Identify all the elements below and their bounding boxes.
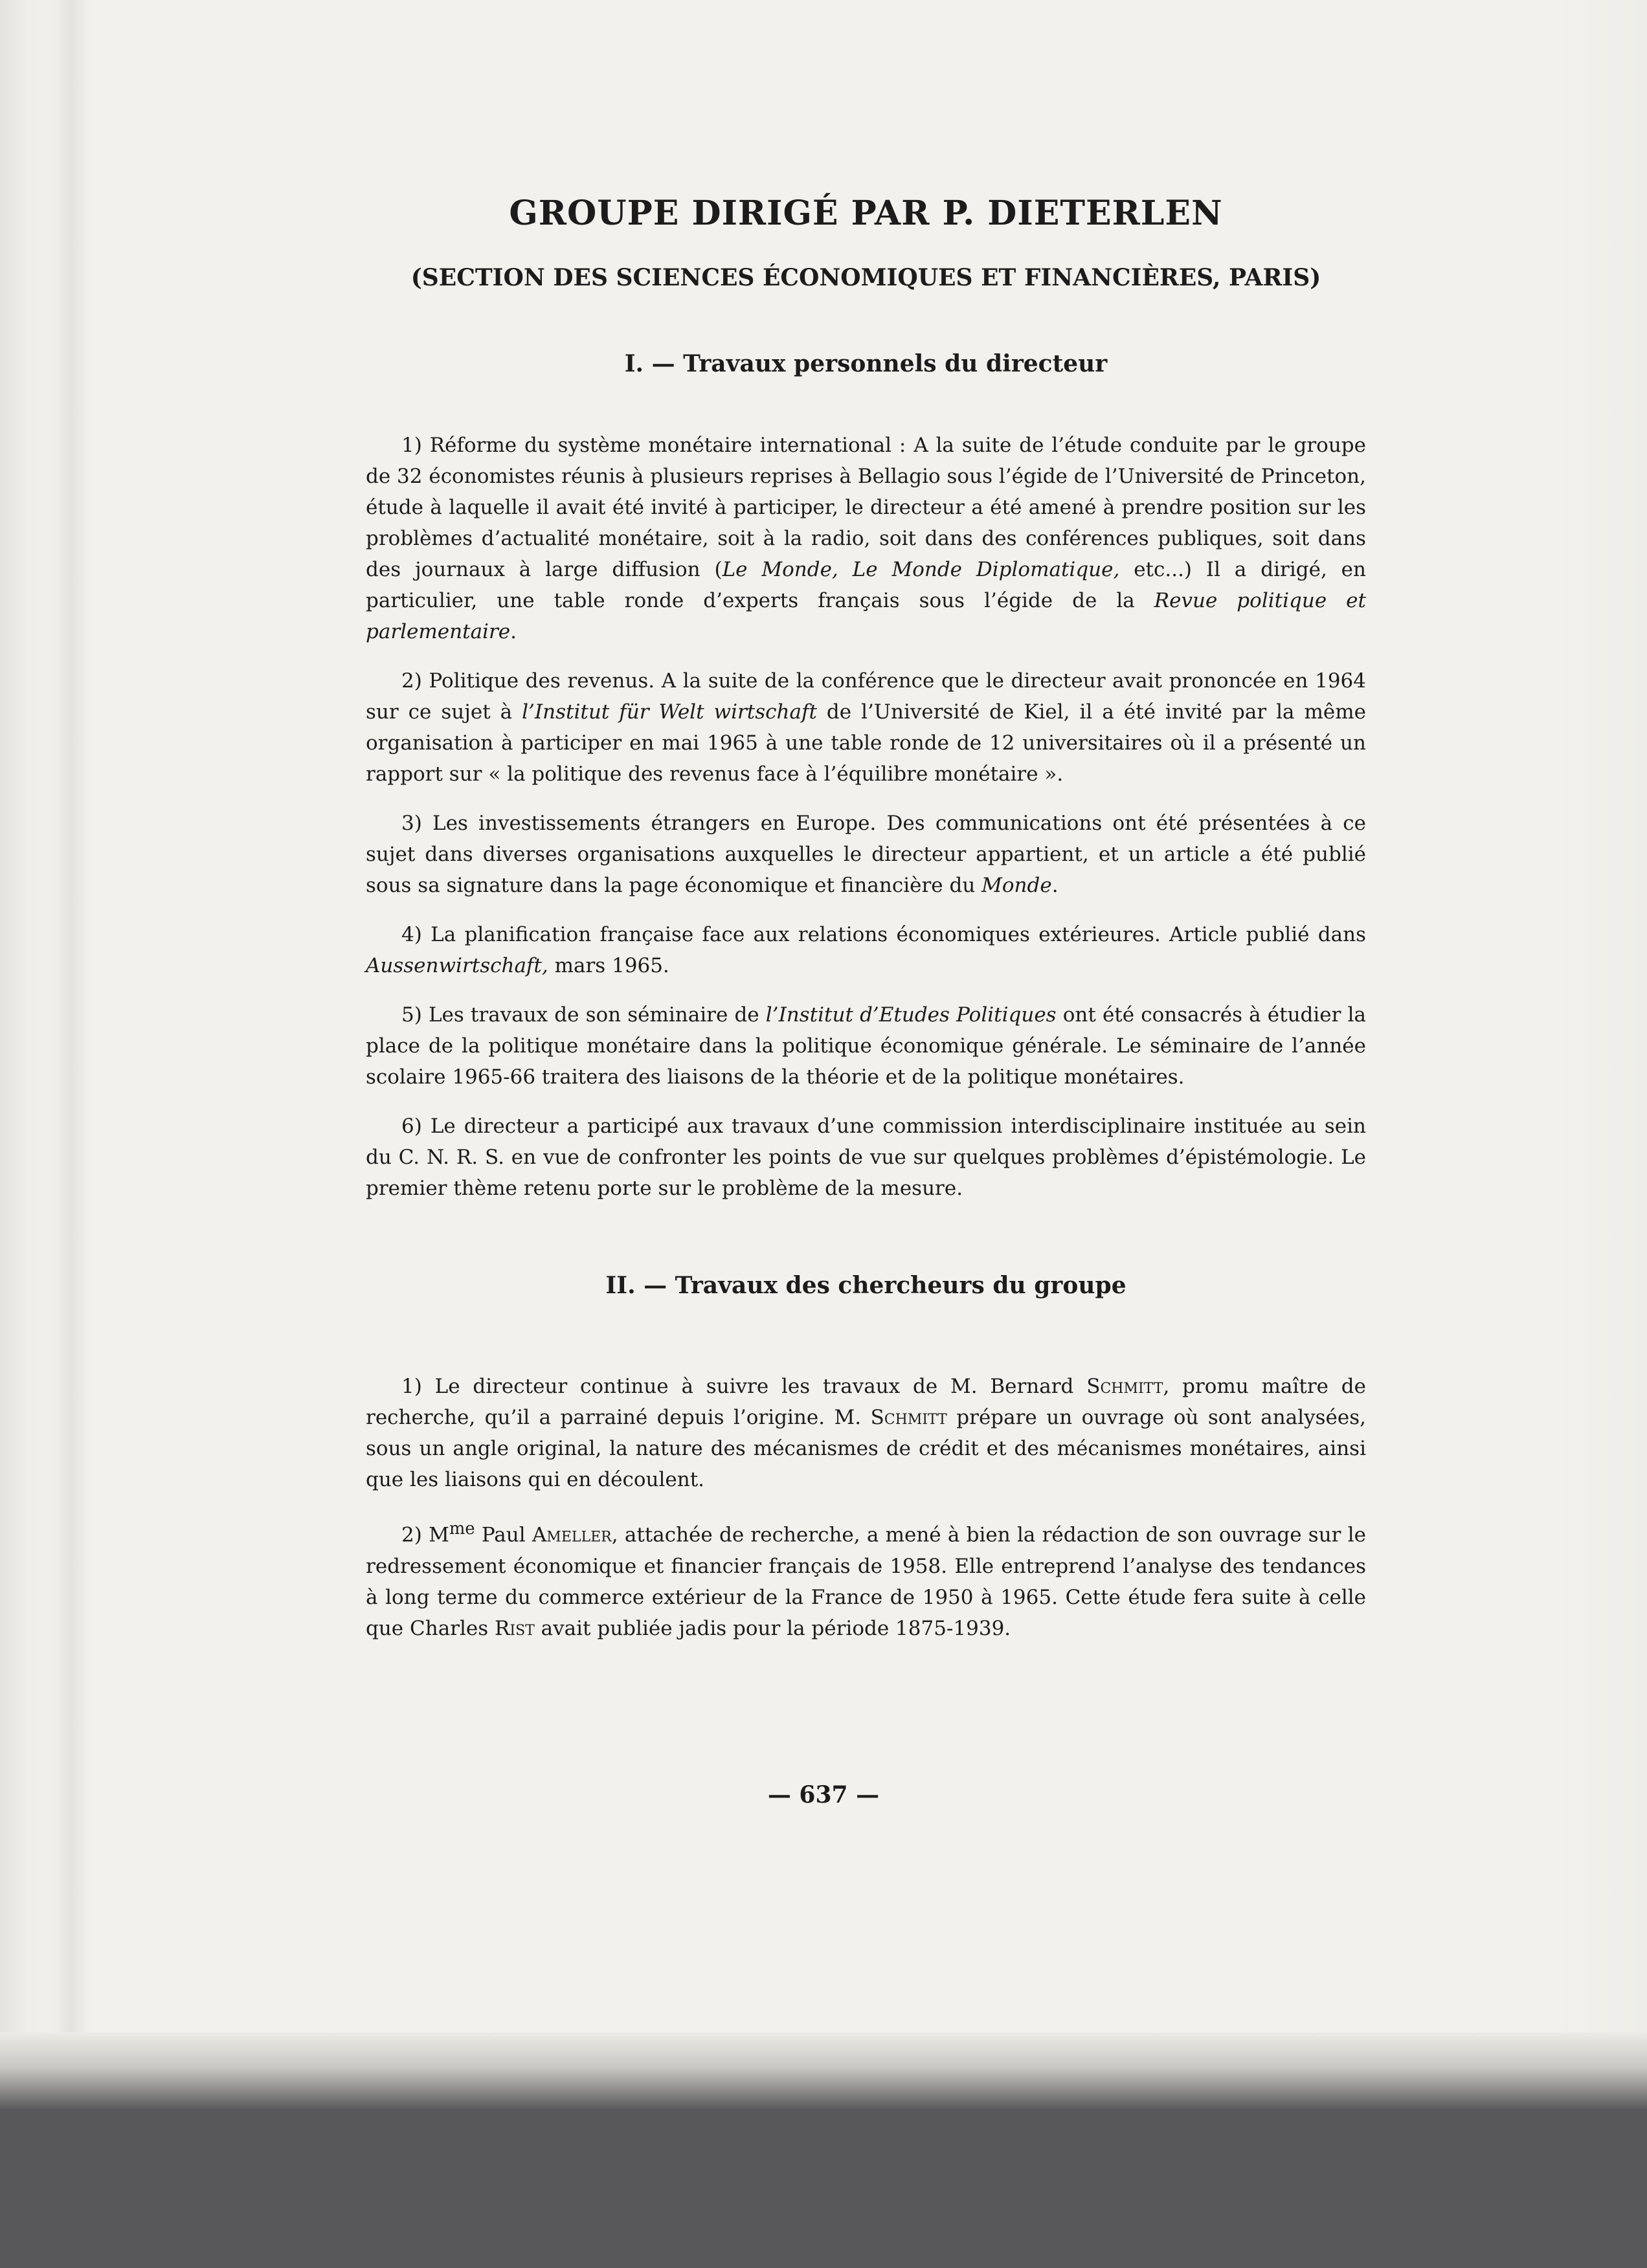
paragraph-4: 4) La planification française face aux relations économiques extérieures. Article publié dans Aussenwirtschaft, mars 1965. (366, 923, 1366, 978)
page-subtitle: (SECTION DES SCIENCES ÉCONOMIQUES ET FINANCIÈRES, PARIS) (410, 263, 1321, 291)
paragraph-5: 5) Les travaux de son séminaire de l’Institut d’Etudes Politiques ont été consacrés à étudier la place de la politique monétaire dans la politique économique générale. Le séminaire de l’année scolaire 1965-66 traitera des liaisons de la théorie et de la politique monétaires. (366, 1003, 1367, 1089)
paragraph-1: 1) Réforme du système monétaire international : A la suite de l’étude conduite par le groupe de 32 économistes réunis à plusieurs reprises à Bellagio sous l’égide de l’Université de Princeton, étude à laquelle il avait été invité à participer, le directeur a été amené à prendre position sur les problèmes d’actualité monétaire, soit à la radio, soit dans des conférences publiques, soit dans des journaux à large diffusion (Le Monde, Le Monde Diplomatique, etc...) Il a dirigé, en particulier, une table ronde d’experts français sous l’égide de la Revue politique et parlementaire. (366, 434, 1366, 644)
paragraph-3: 3) Les investissements étrangers en Europe. Des communications ont été présentées à ce sujet dans diverses organisations auxquelles le directeur appartient, et un article a été publié sous sa signature dans la page économique et financière du Monde. (366, 812, 1366, 898)
page-title: GROUPE DIRIGÉ PAR P. DIETERLEN (509, 194, 1223, 233)
paragraph-6: 6) Le directeur a participé aux travaux d’une commission interdisciplinaire instituée au sein du C. N. R. S. en vue de confronter les points de vue sur quelques problèmes d’épistémologie. Le premier thème retenu porte sur le problème de la mesure. (366, 1115, 1366, 1201)
section-2-heading: II. — Travaux des chercheurs du groupe (605, 1272, 1126, 1300)
page-edge (0, 2032, 1647, 2110)
paragraph-8: 2) $M^{me}$ Paul Ameller, attachée de recherche, a mené à bien la rédaction de son ouvrage sur le redressement économique et financier français de 1958. Elle entreprend l’analyse des tendances à long terme du commerce extérieur de la France de 1950 à 1965. Cette étude fera suite à celle que Charles Rist avait publiée jadis pour la période 1875-1939. (366, 1519, 1366, 1640)
paragraph-7: 1) Le directeur continue à suivre les travaux de M. Bernard Schmitt, promu maître de recherche, qu’il a parrainé depuis l’origine. M. Schmitt prépare un ouvrage où sont analysées, sous un angle original, la nature des mécanismes de crédit et des mécanismes monétaires, ainsi que les liaisons qui en découlent. (366, 1375, 1366, 1492)
section-1-heading: I. — Travaux personnels du directeur (624, 350, 1108, 377)
page-content (366, 194, 1366, 1662)
paragraph-2: 2) Politique des revenus. A la suite de la conférence que le directeur avait prononcée en 1964 sur ce sujet à l’Institut für Welt wirtschaft de l’Université de Kiel, il a été invité par la même organisation à participer en mai 1965 à une table ronde de 12 universitaires où il a présenté un rapport sur « la politique des revenus face à l’équilibre monétaire ». (366, 669, 1367, 786)
binding-shadow (52, 0, 91, 2071)
page-number: — 637 — (767, 1781, 880, 1808)
